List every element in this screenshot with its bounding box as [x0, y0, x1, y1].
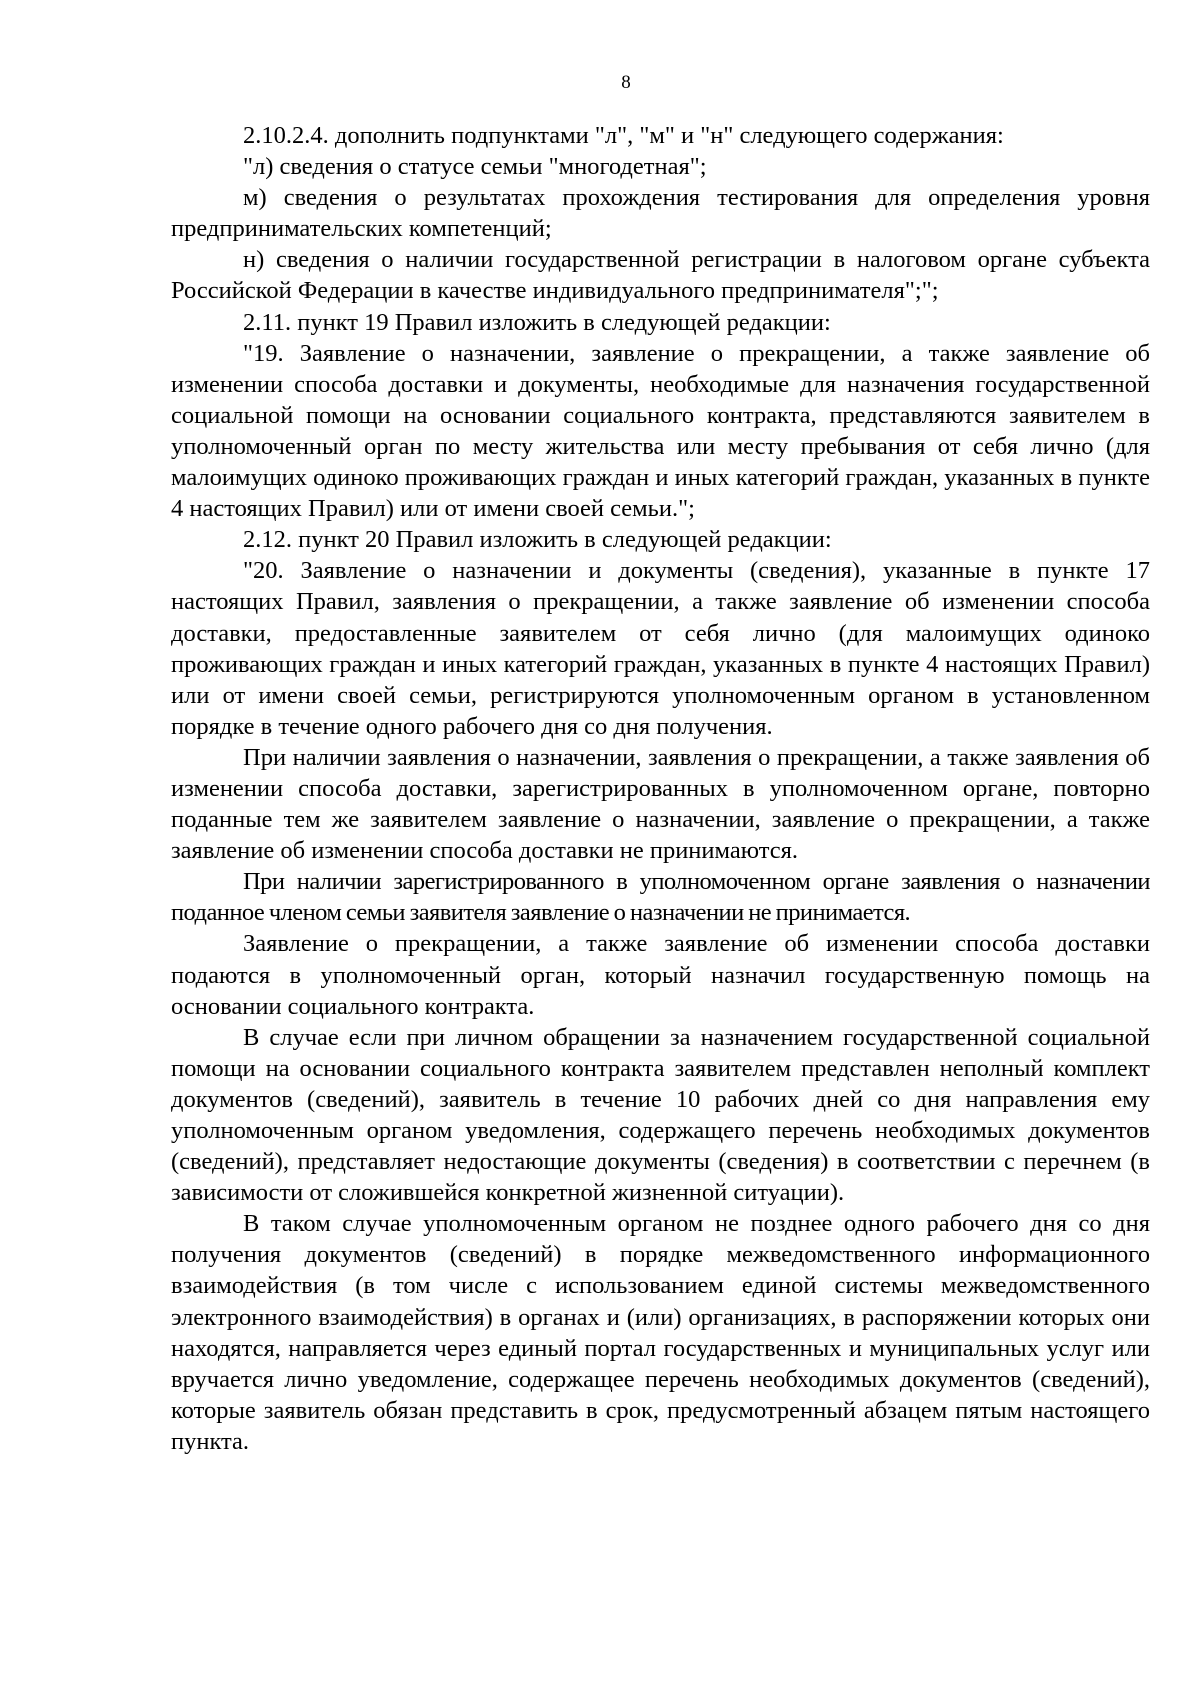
paragraph-incomplete-documents: В случае если при личном обращении за назначением государственной социальной помощи на основании социального контракта заявителем представлен неполный комплект документов (сведений), заявитель в течение 10 рабочих дней со дня направления ему уполномоченным органом уведомления, содержащего перечень необходимых документов (сведений), представляет недостающие документы (сведения) в соответствии с перечнем (в зависимости от сложившейся конкретной жизненной ситуации). — [171, 1023, 1150, 1207]
paragraph-2-10-2-4: 2.10.2.4. дополнить подпунктами "л", "м" и "н" следующего содержания: — [243, 122, 1004, 149]
paragraph-subitem-m: м) сведения о результатах прохождения тестирования для определения уровня предпринимательских компетенций; — [171, 184, 1150, 243]
document-body — [171, 120, 1150, 1457]
paragraph-item-19: "19. Заявление о назначении, заявление о прекращении, а также заявление об изменении способа доставки и документы, необходимые для назначения государственной социальной помощи на основании социального контракта, представляются заявителем в уполномоченный орган по месту жительства или месту пребывания от себя лично (для малоимущих одиноко проживающих граждан и иных категорий граждан, указанных в пункте 4 настоящих Правил) или от имени своей семьи."; — [171, 339, 1150, 523]
paragraph-termination-applications: Заявление о прекращении, а также заявление об изменении способа доставки подаются в уполномоченный орган, который назначил государственную помощь на основании социального контракта. — [171, 930, 1150, 1020]
paragraph-family-member-application: При наличии зарегистрированного в уполномоченном органе заявления о назначении поданное членом семьи заявителя заявление о назначении не принимается. — [171, 868, 1150, 927]
paragraph-2-11: 2.11. пункт 19 Правил изложить в следующей редакции: — [243, 308, 831, 336]
paragraph-subitem-n: н) сведения о наличии государственной регистрации в налоговом органе субъекта Российской Федерации в качестве индивидуального предпринимателя";"; — [171, 246, 1150, 305]
page-number: 8 — [621, 72, 631, 93]
paragraph-interdepartmental-request: В таком случае уполномоченным органом не позднее одного рабочего дня со дня получения документов (сведений) в порядке межведомственного информационного взаимодействия (в том числе с использованием единой системы межведомственного электронного взаимодействия) в органах и (или) организациях, в распоряжении которых они находятся, направляется через единый портал государственных и муниципальных услуг или вручается лично уведомление, содержащее перечень необходимых документов (сведений), которые заявитель обязан представить в срок, предусмотренный абзацем пятым настоящего пункта. — [171, 1210, 1150, 1455]
paragraph-subitem-l: "л) сведения о статусе семьи "многодетная"; — [243, 153, 707, 181]
paragraph-repeat-applications: При наличии заявления о назначении, заявления о прекращении, а также заявления об изменении способа доставки, зарегистрированных в уполномоченном органе, повторно поданные тем же заявителем заявление о назначении, заявление о прекращении, а также заявление об изменении способа доставки не принимаются. — [171, 743, 1150, 865]
paragraph-2-12: 2.12. пункт 20 Правил изложить в следующей редакции: — [243, 526, 832, 554]
paragraph-item-20: "20. Заявление о назначении и документы (сведения), указанные в пункте 17 настоящих Правил, заявления о прекращении, а также заявление об изменении способа доставки, предоставленные заявителем от себя лично (для малоимущих одиноко проживающих граждан и иных категорий граждан, указанных в пункте 4 настоящих Правил) или от имени своей семьи, регистрируются уполномоченным органом в установленном порядке в течение одного рабочего дня со дня получения. — [171, 557, 1150, 740]
